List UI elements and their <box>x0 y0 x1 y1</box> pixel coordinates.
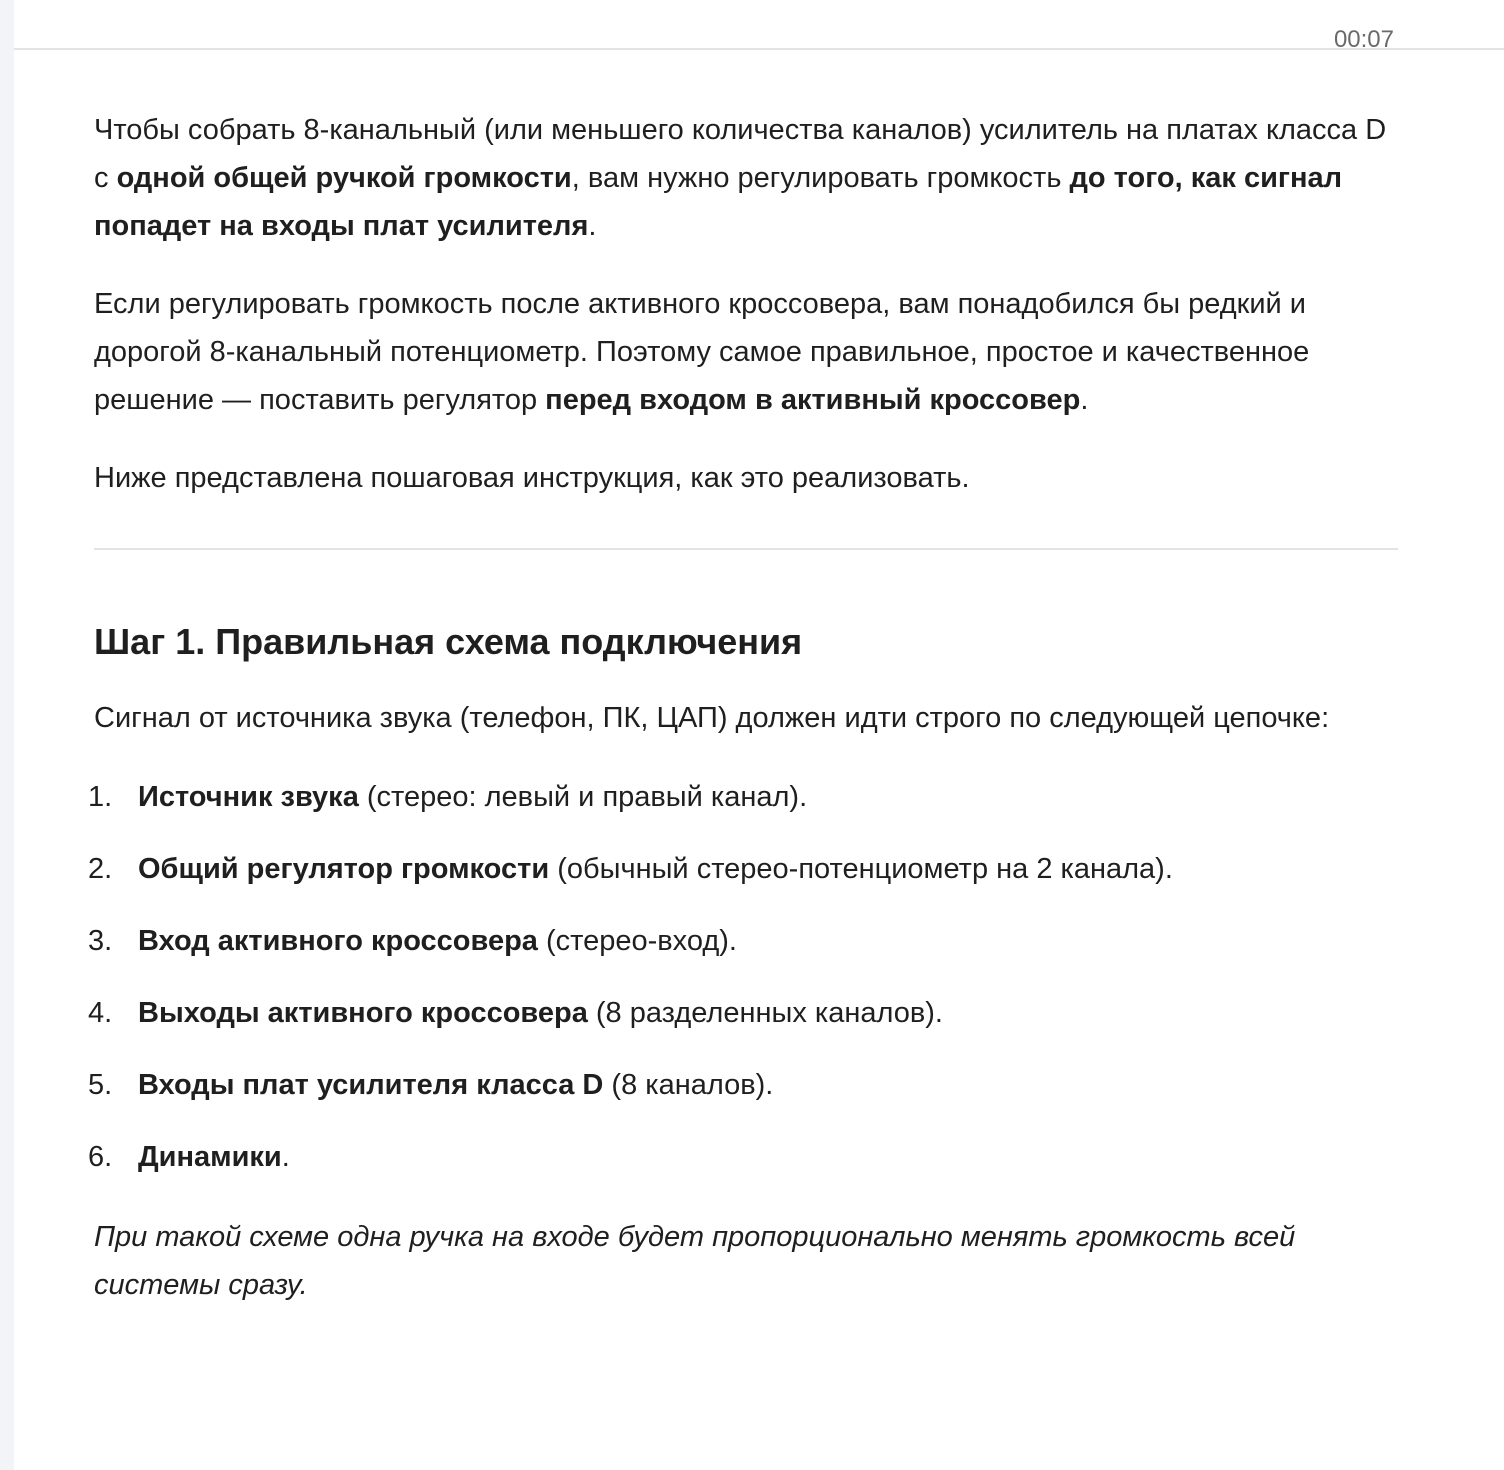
instruction-lead-paragraph: Ниже представлена пошаговая инструкция, как это реализовать. <box>94 462 970 494</box>
list-item <box>88 1133 1398 1181</box>
list-item <box>88 845 1398 893</box>
list-item-number: 5. <box>88 1069 113 1101</box>
list-item-number: 3. <box>88 925 113 957</box>
list-item-detail: (стерео: левый и правый канал). <box>358 781 808 813</box>
list-item-number: 4. <box>88 997 113 1029</box>
list-item-bold-label: Динамики <box>138 1141 282 1173</box>
signal-chain-intro: Сигнал от источника звука (телефон, ПК, ЦАП) должен идти строго по следующей цепочке: <box>94 702 1330 734</box>
list-item <box>88 1061 1398 1109</box>
list-item-bold-label: Входы плат усилителя класса D <box>138 1069 604 1101</box>
signal-chain-list <box>88 773 1398 1181</box>
left-rail <box>0 0 15 1470</box>
message-timestamp: 00:07 <box>1333 26 1394 50</box>
list-item <box>88 989 1398 1037</box>
list-item-number: 6. <box>88 1141 113 1173</box>
closing-italic-note: При такой схеме одна ручка на входе будет пропорционально менять громкость всей системы сразу. <box>94 1221 1296 1301</box>
list-item-number: 2. <box>88 853 113 885</box>
intro-text-part-2: , вам нужно регулировать громкость <box>571 162 1070 194</box>
list-item <box>88 917 1398 965</box>
intro-bold-volume-knob: одной общей ручкой громкости <box>116 162 572 194</box>
crossover-text-part-1: Если регулировать громкость после активного кроссовера, вам понадобился бы редкий и дорогой 8-канальный потенциометр. Поэтому самое правильное, простое и качественное решение — поставить регулятор <box>94 288 1310 416</box>
assistant-message <box>88 106 1398 1309</box>
list-item-bold-label: Выходы активного кроссовера <box>138 997 588 1029</box>
list-item-detail: (8 разделенных каналов). <box>587 997 943 1029</box>
list-item-detail: . <box>281 1141 290 1173</box>
list-item-bold-label: Вход активного кроссовера <box>138 925 538 957</box>
crossover-paragraph <box>94 280 1398 424</box>
top-bar <box>14 0 1504 50</box>
list-item-detail: (стерео-вход). <box>537 925 737 957</box>
list-item-bold-label: Общий регулятор громкости <box>138 853 550 885</box>
intro-paragraph <box>94 106 1398 250</box>
section-divider <box>94 548 1398 550</box>
list-item-detail: (обычный стерео-потенциометр на 2 канала). <box>549 853 1173 885</box>
list-item-number: 1. <box>88 781 113 813</box>
intro-bold-before-inputs: до того, как сигнал попадет на входы плат усилителя <box>94 162 1343 242</box>
chat-panel <box>14 0 1504 1470</box>
list-item-detail: (8 каналов). <box>603 1069 774 1101</box>
list-item-bold-label: Источник звука <box>138 781 359 813</box>
intro-text-part-3: . <box>588 210 597 242</box>
crossover-bold-text: перед входом в активный кроссовер <box>545 384 1081 416</box>
intro-text-part-1: Чтобы собрать 8-канальный (или меньшего количества каналов) усилитель на платах класса D с <box>94 114 1387 194</box>
list-item <box>88 773 1398 821</box>
step-1-heading: Шаг 1. Правильная схема подключения <box>94 621 803 662</box>
crossover-text-part-2: . <box>1080 384 1089 416</box>
